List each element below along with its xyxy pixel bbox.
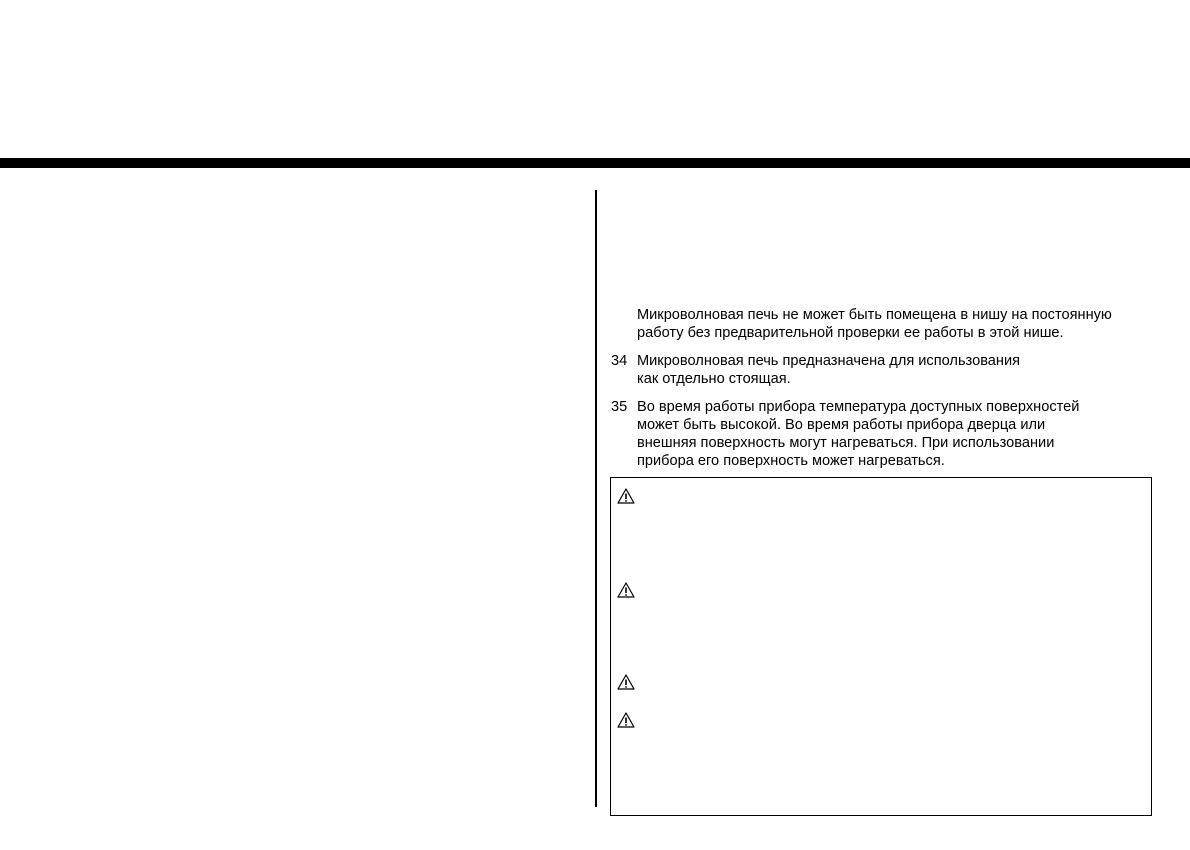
warning-triangle-icon [617, 712, 635, 728]
warning-triangle-icon [617, 582, 635, 598]
item-line: прибора его поверхность может нагреваться. [637, 453, 945, 469]
paragraph-line: работу без предварительной проверки ее работы в этой нише. [637, 325, 1064, 341]
item-line: Микроволновая печь предназначена для использования [637, 353, 1021, 369]
item-line: как отдельно стоящая. [637, 371, 791, 387]
item-number-35: 35 [611, 399, 628, 415]
item-line: внешняя поверхность могут нагреваться. При использовании [637, 435, 1055, 451]
header-rule [0, 158, 1190, 168]
warning-box [610, 477, 1152, 816]
item-line: может быть высокой. Во время работы прибора дверца или [637, 417, 1046, 433]
item-34-text [637, 352, 1020, 388]
column-divider [595, 190, 597, 807]
recess-paragraph [637, 306, 1112, 342]
paragraph-line: Микроволновая печь не может быть помещена в нишу на постоянную [637, 307, 1112, 323]
item-number-34: 34 [611, 353, 628, 369]
warning-triangle-icon [617, 488, 635, 504]
item-line: Во время работы прибора температура доступных поверхностей [637, 399, 1080, 415]
warning-triangle-icon [617, 674, 635, 690]
item-35-text [637, 398, 1079, 470]
